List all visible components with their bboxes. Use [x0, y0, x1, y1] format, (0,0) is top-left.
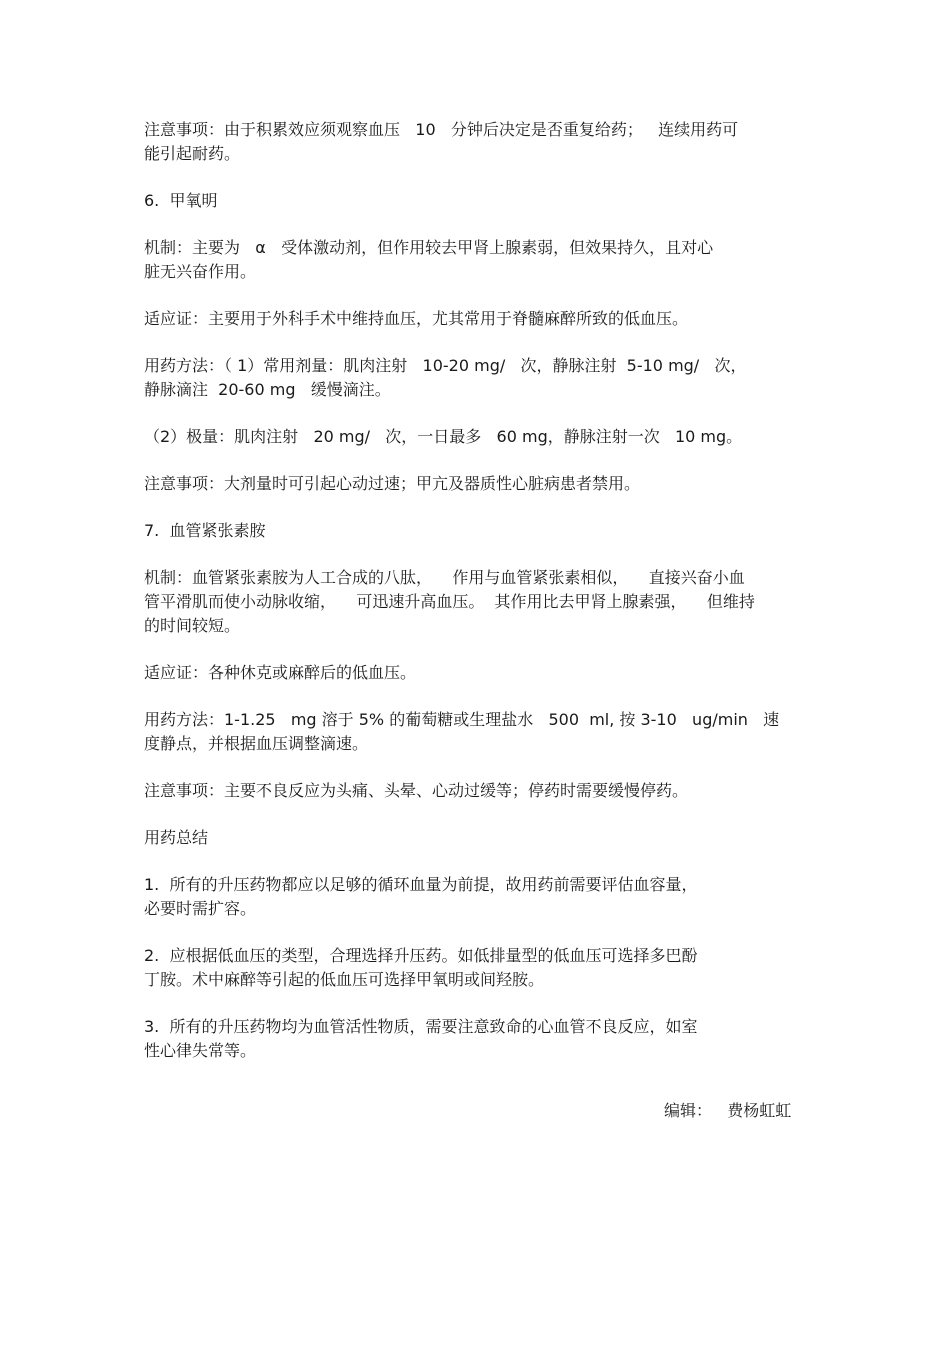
text-line: 的时间较短。 [144, 616, 241, 635]
section-heading-angiotensinamide: 7. 血管紧张素胺 [144, 521, 266, 540]
summary-item-3 [144, 1015, 808, 1063]
precautions-paragraph-5 [144, 118, 808, 166]
summary-heading: 用药总结 [144, 828, 209, 847]
text-line: 脏无兴奋作用。 [144, 262, 257, 281]
text-line: 注意事项：主要不良反应为头痛、头晕、心动过缓等；停药时需要缓慢停药。 [144, 781, 689, 800]
text-line: 机制：血管紧张素胺为人工合成的八肽， 作用与血管紧张素相似， 直接兴奋小血 [144, 568, 745, 587]
text-line: 用药方法：（ 1）常用剂量：肌肉注射 10-20 mg/ 次，静脉注射 5-10 mg/ 次， [144, 356, 747, 375]
dosage-paragraph-7 [144, 708, 808, 756]
summary-item-1 [144, 873, 808, 921]
text-line: 注意事项：由于积累效应须观察血压 10 分钟后决定是否重复给药； 连续用药可 [144, 120, 739, 139]
text-line: 必要时需扩容。 [144, 899, 257, 918]
max-dose-paragraph-6 [144, 425, 808, 449]
text-line: 注意事项：大剂量时可引起心动过速；甲亢及器质性心脏病患者禁用。 [144, 474, 641, 493]
text-line: 2. 应根据低血压的类型，合理选择升压药。如低排量型的低血压可选择多巴酚 [144, 946, 698, 965]
indication-paragraph-6 [144, 307, 808, 331]
text-line: 1. 所有的升压药物都应以足够的循环血量为前提，故用药前需要评估血容量， [144, 875, 698, 894]
indication-paragraph-7 [144, 661, 808, 685]
text-line: 用药方法：1-1.25 mg 溶于 5% 的葡萄糖或生理盐水 500 ml, 按 3-10 ug/min 速 [144, 710, 780, 729]
text-line: 丁胺。术中麻醉等引起的低血压可选择甲氧明或间羟胺。 [144, 970, 545, 989]
text-line: 性心律失常等。 [144, 1041, 257, 1060]
dosage-paragraph-6 [144, 354, 808, 402]
section-heading-methoxamine: 6. 甲氧明 [144, 191, 218, 210]
text-line: （2）极量：肌肉注射 20 mg/ 次，一日最多 60 mg，静脉注射一次 10 mg。 [144, 427, 743, 446]
summary-item-2 [144, 944, 808, 992]
mechanism-paragraph-6 [144, 236, 808, 284]
precautions-paragraph-6 [144, 472, 808, 496]
text-line: 适应证：各种休克或麻醉后的低血压。 [144, 663, 417, 682]
text-line: 能引起耐药。 [144, 144, 241, 163]
document-body [144, 118, 808, 1086]
text-line: 静脉滴注 20-60 mg 缓慢滴注。 [144, 380, 391, 399]
text-line: 管平滑肌而使小动脉收缩， 可迅速升高血压。 其作用比去甲肾上腺素强， 但维持 [144, 592, 755, 611]
editor-credit: 编辑： 费杨虹虹 [664, 1101, 792, 1120]
text-line: 机制：主要为 α 受体激动剂，但作用较去甲肾上腺素弱，但效果持久，且对心 [144, 238, 714, 257]
text-line: 度静点，并根据血压调整滴速。 [144, 734, 369, 753]
precautions-paragraph-7 [144, 779, 808, 803]
text-line: 3. 所有的升压药物均为血管活性物质，需要注意致命的心血管不良反应，如室 [144, 1017, 698, 1036]
mechanism-paragraph-7 [144, 566, 808, 638]
text-line: 适应证：主要用于外科手术中维持血压，尤其常用于脊髓麻醉所致的低血压。 [144, 309, 689, 328]
